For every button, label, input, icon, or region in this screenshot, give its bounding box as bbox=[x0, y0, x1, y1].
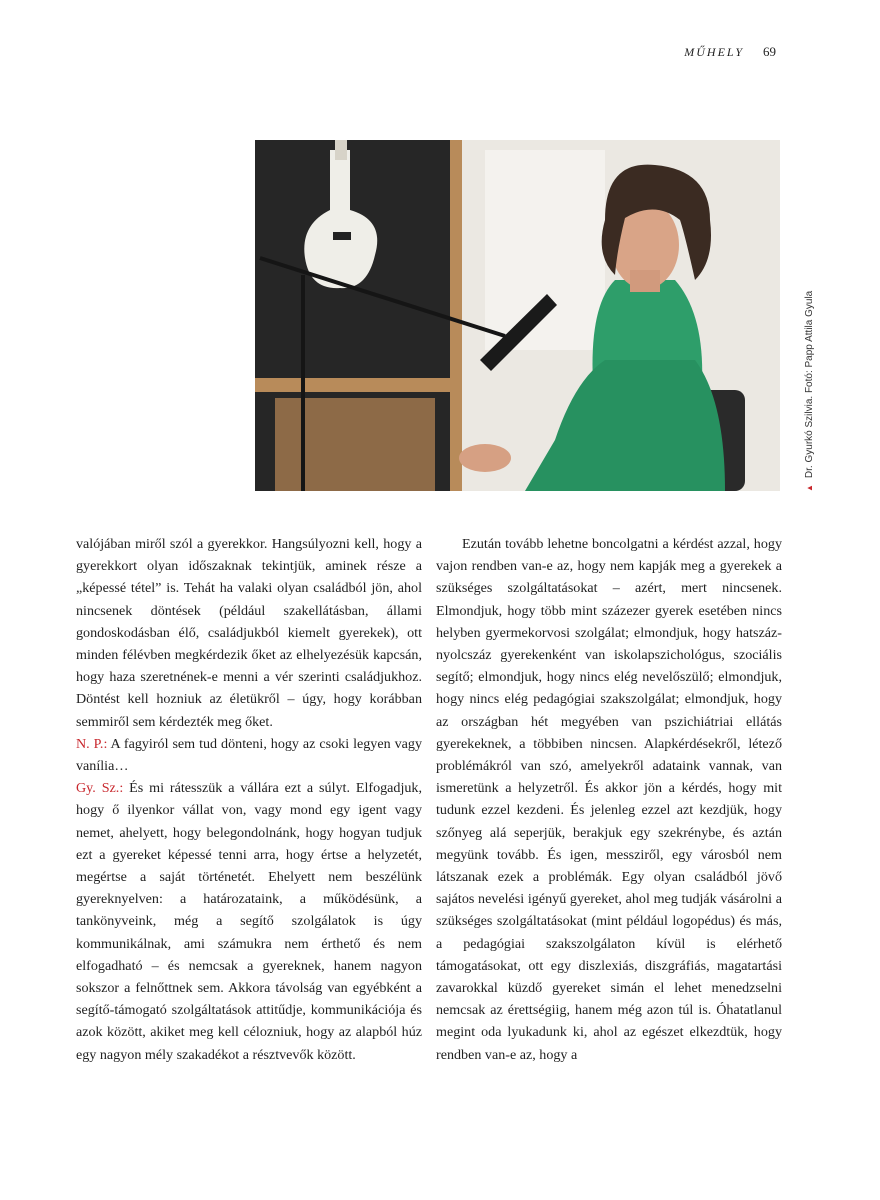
speaker-label: N. P.: bbox=[76, 735, 108, 752]
left-column bbox=[76, 533, 422, 1066]
running-header bbox=[684, 44, 776, 60]
right-column bbox=[436, 533, 782, 1066]
paragraph: Ezután tovább lehetne boncolgatni a kérdést azzal, hogy vajon rendben van-e az, hogy nem kapják meg a gyerekek a szükséges szolgáltatásokat – azért, mert nincsenek. Elmondjuk, hogy több mint százezer gyerek esetében nincs helyben gyermekorvosi szolgálat; elmondjuk, hogy hatszáz-nyolcszáz gyerekenként van iskolapszichológus, szociális segítő; elmondjuk, hogy nincs elég nevelőszülő; elmondjuk, hogy nincs elég pedagógiai szakszolgálat; elmondjuk, hogy az országban hét megyében van pszichiátriai ellátás gyerekeknek, a többiben nincsen. Alapkérdésekről, létező problémákról van szó, amelyekről adataink vannak, van ismeretünk a helyzetről. És akkor jön a kérdés, hogy mit tudunk ezzel kezdeni. És jelenleg ezzel azt kezdjük, hogy szőnyeg alá seperjük, berakjuk egy szekrénybe, és aztán megyünk tovább. És igen, messziről, egy városból nem látszanak ezek a problémák. Egy olyan családból jövő sajátos nevelési igényű gyereket, ahol meg tudják vásárolni a szükséges szolgáltatásokat (mint például logopédus) és más, a pedagógiai szakszolgálaton kívül is elérhető támogatásokat, ott egy diszlexiás, diszgráfiás, magatartási zavarokkal küzdő gyereket simán el lehet menedzselni nemcsak az érettségiig, hanem még azon túl is. Óhatatlanul megint oda lyukadunk ki, ahol az egészet elkezdtük, hogy rendben van-e az, hogy a bbox=[436, 536, 782, 1063]
dialogue-text: És mi rátesszük a vállára ezt a súlyt. Elfogadjuk, hogy ő ilyenkor vállat von, vagy mond egy igent vagy nemet, ahelyett, hogy belegondolnánk, hogy hogyan tudjuk ezt a gyereket képessé tenni arra, hogy értse a helyzetét, megértse a saját történetét. Ehelyett nem beszélünk gyereknyelven: a határozataink, a működésünk, a tankönyveink, még a segítő szolgálatok is úgy kommunikálnak, ami számukra nem érthető és nem elfogadható – és nemcsak a gyereknek, hanem nagyon sokszor a felnőttnek sem. Akkora távolság van egyébként a segítő-támogató szolgáltatások attitűdje, kommunikációja és azok között, akiket meg kell célozniuk, hogy az alapból húz egy nagyon mély szakadékot a résztvevők között. bbox=[76, 780, 423, 1063]
page-number: 69 bbox=[763, 44, 776, 59]
dialogue-text: A fagyiról sem tud dönteni, hogy az csoki legyen vagy vanília… bbox=[76, 735, 422, 775]
caption-marker-icon: ▲ bbox=[805, 484, 814, 492]
section-title: MŰHELY bbox=[684, 45, 744, 59]
dialogue-paragraph bbox=[76, 777, 422, 1066]
article-photo bbox=[255, 140, 780, 491]
speaker-label: Gy. Sz.: bbox=[76, 780, 124, 797]
photo-credit bbox=[804, 291, 815, 492]
photo-illustration bbox=[255, 140, 780, 491]
paragraph: valójában miről szól a gyerekkor. Hangsúlyozni kell, hogy a gyerekkort olyan időszaknak tekintjük, aminek része a „képessé tétel” is. Tehát ha valaki olyan családból jön, ahol nincsenek döntések (például szakellátásban, állami gondoskodásban élő, családjukból kiemelt gyerekek), ott minden félévben megkérdezik őket az elhelyezésük kapcsán, hogy haza szeretnének-e menni a vér szerinti családjukhoz. Döntést kell hozniuk az életükről – úgy, hogy korábban semmiről sem kérdezték meg őket. bbox=[76, 536, 422, 730]
dialogue-paragraph bbox=[76, 733, 422, 777]
caption-text: Dr. Gyurkó Szilvia. Fotó: Papp Attila Gyula bbox=[804, 290, 815, 479]
